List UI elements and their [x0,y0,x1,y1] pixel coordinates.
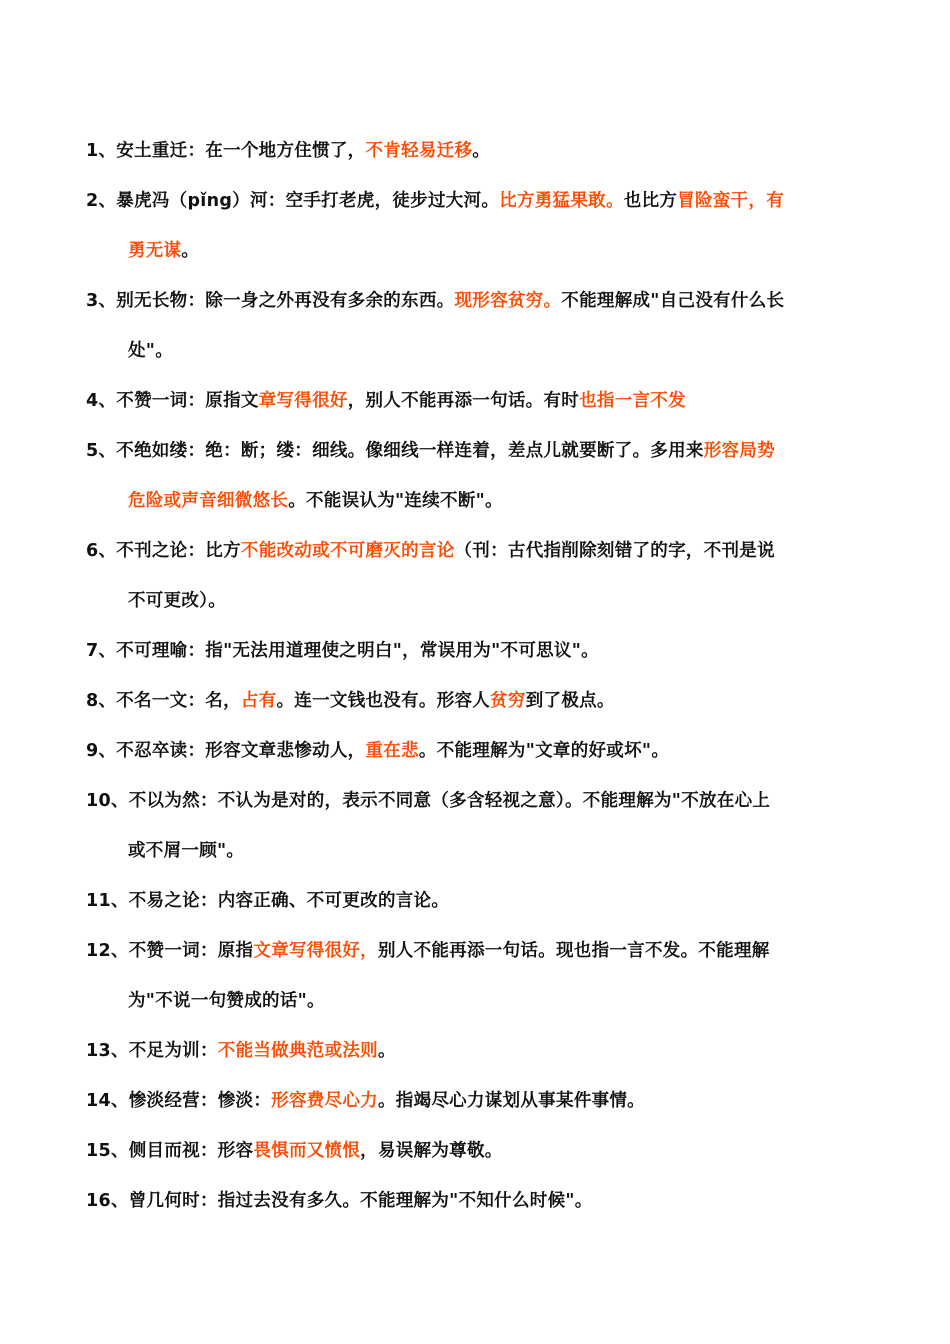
idiom-entry [86,1026,866,1076]
entry-text: （刊：古代指削除刻错了的字，不刊是说 [454,541,775,561]
entry-continuation-line [86,326,866,376]
highlighted-text: 危险或声音细微悠长 [128,491,289,511]
entry-line [86,1176,866,1226]
idiom-entry [86,426,866,526]
entry-text: 16、曾几何时：指过去没有多久。不能理解为"不知什么时候"。 [86,1191,593,1211]
highlighted-text: 文章写得很好， [253,941,378,961]
idiom-entry [86,1176,866,1226]
entry-text: 15、侧目而视：形容 [86,1141,254,1161]
entry-text: 。 [377,1041,396,1061]
highlighted-text: 现形容贫穷。 [454,291,562,311]
idiom-entry [86,276,866,376]
entry-line [86,1076,866,1126]
highlighted-text: 勇无谋 [128,241,182,261]
idiom-entry [86,626,866,676]
idiom-list [86,126,866,1226]
entry-continuation-line [86,476,866,526]
entry-line [86,376,866,426]
entry-text: 。不能理解为"文章的好或坏"。 [418,741,670,761]
entry-text: 4、不赞一词：原指文 [86,391,259,411]
highlighted-text: 比方勇猛果敢。 [499,191,624,211]
idiom-entry [86,676,866,726]
entry-continuation-line [86,976,866,1026]
entry-line [86,1126,866,1176]
entry-text: 14、惨淡经营：惨淡： [86,1091,272,1111]
highlighted-text: 形容费尽心力 [271,1091,378,1111]
entry-text: 。连一文钱也没有。形容人 [276,691,491,711]
idiom-entry [86,376,866,426]
entry-line [86,126,866,176]
highlighted-text: 不肯轻易迁移 [365,141,473,161]
entry-text: 10、不以为然：不认为是对的，表示不同意（多含轻视之意）。不能理解为"不放在心上 [86,791,771,811]
entry-line [86,876,866,926]
entry-line [86,676,866,726]
highlighted-text: 也指一言不发 [579,391,686,411]
entry-text: 2、暴虎冯（pǐng）河：空手打老虎，徒步过大河。 [86,191,500,211]
entry-line [86,526,866,576]
entry-text: 为"不说一句赞成的话"。 [128,991,325,1011]
idiom-entry [86,1126,866,1176]
entry-text: 或不屑一顾"。 [128,841,245,861]
entry-text: 不可更改）。 [128,591,227,611]
entry-line [86,926,866,976]
entry-line [86,626,866,676]
entry-text: 6、不刊之论：比方 [86,541,241,561]
entry-text: 。 [181,241,200,261]
entry-line [86,776,866,826]
highlighted-text: 冒险蛮干，有 [677,191,785,211]
entry-line [86,426,866,476]
entry-text: 13、不足为训： [86,1041,218,1061]
idiom-entry [86,776,866,876]
highlighted-text: 重在悲 [365,741,419,761]
entry-text: 别人不能再添一句话。现也指一言不发。不能理解 [377,941,770,961]
entry-line [86,1026,866,1076]
entry-continuation-line [86,226,866,276]
highlighted-text: 不能当做典范或法则 [217,1041,378,1061]
entry-continuation-line [86,576,866,626]
highlighted-text: 章写得很好 [258,391,348,411]
entry-text: 7、不可理喻：指"无法用道理使之明白"，常误用为"不可思议"。 [86,641,599,661]
entry-line [86,176,866,226]
entry-text: 。指竭尽心力谋划从事某件事情。 [377,1091,645,1111]
highlighted-text: 不能改动或不可磨灭的言论 [240,541,455,561]
entry-text: ，别人不能再添一句话。有时 [347,391,580,411]
highlighted-text: 贫穷 [490,691,526,711]
entry-continuation-line [86,826,866,876]
idiom-entry [86,876,866,926]
idiom-entry [86,176,866,276]
entry-text: 不能理解成"自己没有什么长 [561,291,785,311]
entry-text: 也比方 [623,191,678,211]
entry-text: 。 [472,141,491,161]
entry-text: 到了极点。 [525,691,615,711]
entry-text: 处"。 [128,341,174,361]
entry-text: 11、不易之论：内容正确、不可更改的言论。 [86,891,450,911]
idiom-entry [86,726,866,776]
idiom-entry [86,526,866,626]
idiom-entry [86,926,866,1026]
entry-text: 。不能误认为"连续不断"。 [288,491,503,511]
entry-text: 5、不绝如缕：绝：断；缕：细线。像细线一样连着，差点儿就要断了。多用来 [86,441,704,461]
entry-text: 9、不忍卒读：形容文章悲惨动人， [86,741,366,761]
entry-text: ，易误解为尊敬。 [360,1141,503,1161]
idiom-entry [86,126,866,176]
entry-line [86,276,866,326]
entry-text: 1、安土重迁：在一个地方住惯了， [86,141,366,161]
highlighted-text: 占有 [240,691,277,711]
entry-text: 8、不名一文：名， [86,691,241,711]
entry-line [86,726,866,776]
entry-text: 3、别无长物：除一身之外再没有多余的东西。 [86,291,455,311]
idiom-entry [86,1076,866,1126]
highlighted-text: 形容局势 [703,441,775,461]
highlighted-text: 畏惧而又愤恨 [253,1141,361,1161]
entry-text: 12、不赞一词：原指 [86,941,254,961]
